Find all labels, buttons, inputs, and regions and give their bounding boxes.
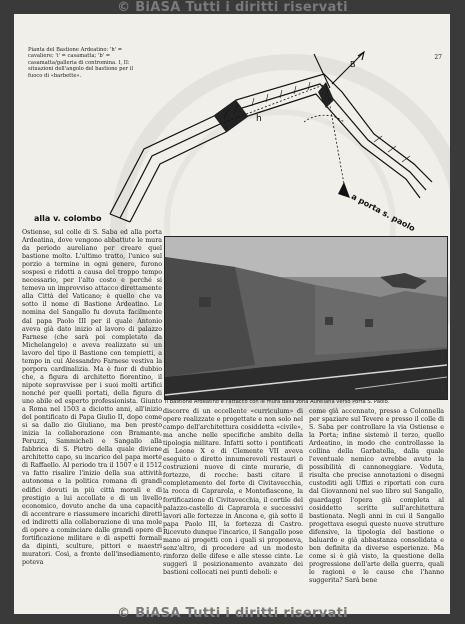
bastion-plan <box>14 14 450 244</box>
watermark-bottom: © BiASA Tutti i diritti riservati <box>117 606 348 621</box>
photo-caption: Il Bastione Ardeatino e l'attacco con le mura dalla zona Aureliana verso Porta S. Paolo. <box>165 399 390 405</box>
article-column-middle: discorre di un eccellente «curriculum» di opere realizzate e progettate e non solo nel campo dell'architettura cosiddetta «civile», ma anche nelle specifiche ambito della tipologia militare. Infatti sotto i pontificati di Leone X e di Clemente VII aveva eseguito o diretto innumerevoli restauri o costruzioni nuove di cinte murarie, di fortezze, di rocche: basti citare il completamento del forte di Civitavecchia, la rocca di Caprarola, e Montefiascone, la fortificazione di Civitavecchia, il cortile del palazzo-castello di Caprarola e successivi lavori alle fortezze in Ancona e, già sotto il papa Paolo III, la fortezza di Castro. Ricevuto dunque l'incarico, il Sangallo pose mano ai progetti con i quali si proponeva, senz'altro, di procedere ad un modesto rinforzo delle difese e alle stesse cinte. Le suggerì il posizionamento avanzato dei bastioni collocati nei punti deboli: e <box>163 408 303 576</box>
article-column-right: come già accennato, presso a Colonnella per spaziare sul Tevere e presso il colle di S. Saba per controllare la via Ostiense e la Porta; infine sistemò il terzo, quello Ardeatino, in modo che controllasse la collina della Garbatella, dalla quale l'eventuale nemico avrebbe avuto la possibilità di cannoneggiare. Veduta, risulta che precise annotazioni o disegni custoditi agli Uffizi e riportati con cura dal Giovannoni nel suo libro sul Sangallo, guardaggi l'opera già completa al cosiddetto scritte sull'architettura bastionata. Negli anni in cui il Sangallo progettava eseguì queste nuove strutture difensive, la tipologia del bastione o baluardo e già abbastanza consolidata e ben definita da diverse esperienze. Ma come si è già visto, la questione della progressione dell'arte della guerra, quali le ragioni e le cause che l'hanno suggerita? Sarà bene <box>309 408 444 584</box>
watermark-top: © BiASA Tutti i diritti riservati <box>117 0 348 15</box>
bastion-photo-image <box>165 237 447 399</box>
bastion-photo <box>164 236 448 400</box>
document-page <box>14 14 450 614</box>
plan-label-porta: a porta s. paolo <box>349 192 417 234</box>
plan-caption: Pianta del Bastione Ardeatino: 'h' = cavaliere; 'i' = casamatta; 'b' = casamatta/galleria di contromina. I, II: situazioni dell'angolo del bastione per il fuoco di «barbette». <box>28 47 133 79</box>
page-number: 27 <box>434 54 442 61</box>
plan-label-b: B <box>350 60 356 69</box>
article-column-left: Ostiense, sul colle di S. Saba ed alla porta Ardeatina, dove vengono abbattute le mura da periodo aureliano per creare quel bastione molto. L'ultimo tratto, l'unico sul porzio a termine in ogni genere, furono sospesi e ridotti a causa del troppo tempo necessario, per l'alto costo e perché si temeva un improvviso attacco direttamente alla Città del Vaticano; è quello che va sotto il nome di Bastione Ardeatino. Le nomina del Sangallo fu dovuta facilmente dal papa Paolo III per il quale Antonio aveva già dato inizio al lavoro di palazzo Farnese (che sarà poi completato da Michelangelo) e aveva realizzato su un lavoro del tipo il Bastione con tempietti, a tempo in cui Alessandro Farnese vestiva la porpora cardinalizia. Ma è fuor di dubbio che, a figura di architetto fiorentino, il nipote sopravvisse per i suoi molti artifici nonché per quelli portati, della figura di uno abile ed esperto professionista. Giunto a Roma nel 1503 a diciotto anni, all'inizio del pontificato di Papa Giulio II, dopo come si sa dallo zio Giuliano, ma ben presto inizia la collaborazione con Bramante, Peruzzi, Sammicheli e Sangallo alla fabbrica di S. Pietro della quale diviene architetto capo, su incarico del papa morte di Raffaello. Al periodo tra il 1507 e il 1512 va fatto risalire l'inizio della sua attività autonoma e la politica romana di grandi edifici dovuti in più città morali e di prestigio a lui accollate e di un livello economico, dovuto anche da una capacità di accentrare e riassumere incarichi diretti ed indiretti alla collaborazione di una mole di opere a cominciare dalle grandi opere di fortificazione militare e di aspetti formali da dipinti, sculture, pittori e maestri muratori. Così, a fronte dell'insediamento, poteva <box>22 229 162 566</box>
plan-label-colombo: alla v. colombo <box>34 214 102 223</box>
plan-label-h: h <box>256 114 262 124</box>
